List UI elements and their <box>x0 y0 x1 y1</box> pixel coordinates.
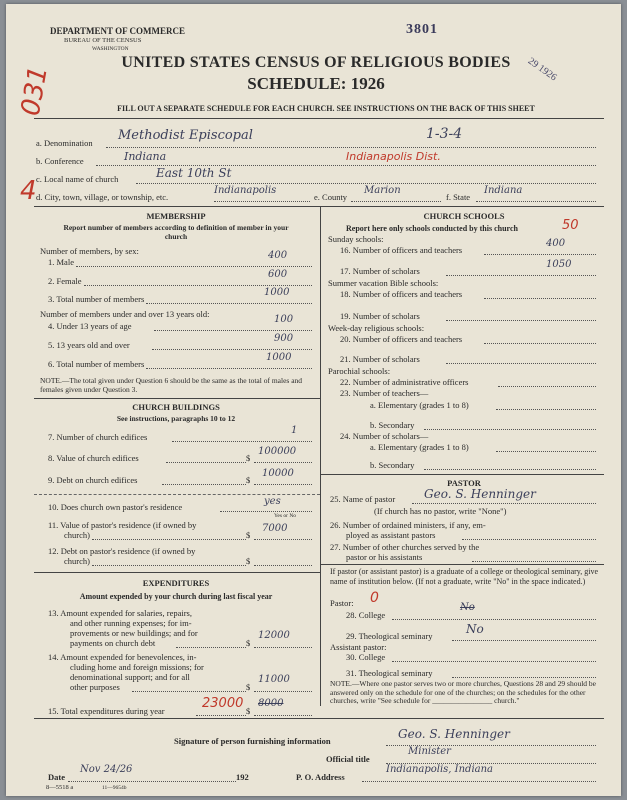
q11-value: 7000 <box>262 523 288 534</box>
q12-amount-line <box>254 565 312 566</box>
official-title-label: Official title <box>326 754 370 764</box>
q5-label: 5. 13 years old and over <box>48 340 130 350</box>
q30-label: 30. College <box>346 652 386 662</box>
q23a-label: a. Elementary (grades 1 to 8) <box>370 400 469 410</box>
q8-value: 100000 <box>258 446 297 457</box>
city-label: WASHINGTON <box>92 46 129 52</box>
q23b-line <box>424 429 596 430</box>
q15-line <box>196 715 246 716</box>
asst-pastor-label: Assistant pastor: <box>330 642 387 652</box>
red-circle-mark: 0 <box>370 590 379 606</box>
membership-note: NOTE.—The total given under Question 6 should be the same as the total of males and females given under Question 3. <box>40 376 303 394</box>
q27-label-b: pastor or his assistants <box>346 552 423 562</box>
local-name-line <box>136 183 596 184</box>
q12-dollar: $ <box>246 556 251 566</box>
q14-line <box>132 691 246 692</box>
buildings-rule <box>34 494 320 495</box>
q20-label: 20. Number of officers and teachers <box>340 334 463 344</box>
schedule-title: SCHEDULE: 1926 <box>247 74 385 93</box>
q3-value: 1000 <box>264 287 290 298</box>
q1-value: 400 <box>268 250 288 261</box>
q14-amount-line <box>254 691 312 692</box>
q15-label: 15. Total expenditures during year <box>48 706 165 716</box>
q8-label: 8. Value of church edifices <box>48 453 139 463</box>
buildings-subtitle: See instructions, paragraphs 10 to 12 <box>116 414 236 423</box>
bureau-label: BUREAU OF THE CENSUS <box>64 37 142 44</box>
q2-label: 2. Female <box>48 276 82 286</box>
q13-label-c: provements or new buildings; and for <box>70 628 198 638</box>
date-year: 192 <box>236 772 249 782</box>
conference-value: Indiana <box>124 150 167 163</box>
yes-no-hint: Yes or No <box>274 513 297 519</box>
pastor-rule <box>320 564 604 565</box>
q22-label: 22. Number of administrative officers <box>340 377 469 387</box>
pastor-note: NOTE.—Where one pastor serves two or more churches, Questions 28 and 29 should be answered only on the schedule for one of the churches; on the schedules for the other churches, write "See schedule for ________________ church." <box>330 679 596 706</box>
q28-value: No <box>460 602 475 613</box>
q17-label: 17. Number of scholars <box>340 266 420 276</box>
q8-dollar: $ <box>246 453 251 463</box>
q27-label-a: 27. Number of other churches served by the <box>330 542 480 552</box>
q9-label: 9. Debt on church edifices <box>48 475 138 485</box>
red-margin-number: 031 <box>15 63 54 119</box>
signature-value: Geo. S. Henninger <box>398 727 510 741</box>
q25-note: (If church has no pastor, write "None") <box>374 506 507 516</box>
q19-label: 19. Number of scholars <box>340 311 420 321</box>
q3-label: 3. Total number of members <box>48 294 145 304</box>
q9-dollar: $ <box>246 475 251 485</box>
q18-label: 18. Number of officers and teachers <box>340 289 463 299</box>
po-address-label: P. O. Address <box>296 772 345 782</box>
q15-struck-value: 8000 <box>258 698 284 709</box>
q7-value: 1 <box>291 425 298 436</box>
schools-red-number: 50 <box>562 218 579 233</box>
q24b-label: b. Secondary <box>370 460 415 470</box>
signature-label: Signature of person furnishing information <box>174 736 331 746</box>
q4-label: 4. Under 13 years of age <box>48 321 132 331</box>
q23a-line <box>496 409 596 410</box>
q27-line <box>472 561 596 562</box>
q9-value: 10000 <box>262 468 294 479</box>
dept-label: DEPARTMENT OF COMMERCE <box>50 26 186 36</box>
q21-line <box>446 363 596 364</box>
form-title: UNITED STATES CENSUS OF RELIGIOUS BODIES <box>121 54 511 71</box>
q12-label-b: church) <box>64 556 90 566</box>
state-value: Indiana <box>484 185 523 196</box>
pastor-sub-label: Pastor: <box>330 598 354 608</box>
q11-line <box>92 539 246 540</box>
census-schedule-page <box>6 4 621 796</box>
stamp-date: 29 1926 <box>525 55 559 84</box>
schools-subtitle: Report here only schools conducted by this church <box>346 224 518 233</box>
q21-label: 21. Number of scholars <box>340 354 420 364</box>
q13-label-d: payments on church debt <box>70 638 156 648</box>
q13-dollar: $ <box>246 638 251 648</box>
q1-label: 1. Male <box>48 257 74 267</box>
q28-line <box>392 619 596 620</box>
buildings-title: CHURCH BUILDINGS <box>132 402 220 412</box>
q6-value: 1000 <box>266 352 292 363</box>
q12-line <box>92 565 246 566</box>
ident-rule <box>34 206 604 207</box>
q25-label: 25. Name of pastor <box>330 494 396 504</box>
po-address-line <box>362 781 596 782</box>
sunday-label: Sunday schools: <box>328 234 384 244</box>
q29-value: No <box>466 622 484 636</box>
q10-label: 10. Does church own pastor's residence <box>48 502 183 512</box>
q15-value: 23000 <box>202 696 244 711</box>
q1-line <box>76 266 312 267</box>
q6-line <box>146 368 312 369</box>
q24b-line <box>424 469 596 470</box>
schools-rule <box>320 474 604 475</box>
q24a-label: a. Elementary (grades 1 to 8) <box>370 442 469 452</box>
age-header: Number of members under and over 13 years old: <box>40 309 210 319</box>
parochial-label: Parochial schools: <box>328 366 391 376</box>
q15-amount-line <box>254 715 312 716</box>
q26-label-a: 26. Number of ordained ministers, if any, em- <box>330 520 486 530</box>
q25-value: Geo. S. Henninger <box>424 487 536 501</box>
q13-line <box>176 647 246 648</box>
membership-subtitle: Report number of members according to definition of member in your church <box>63 223 289 241</box>
q17-value: 1050 <box>546 259 572 270</box>
q13-label-b: and other running expenses; for im- <box>70 618 192 628</box>
weekday-label: Week-day religious schools: <box>328 323 425 333</box>
official-title-value: Minister <box>408 746 451 757</box>
q14-value: 11000 <box>258 674 290 685</box>
q2-value: 600 <box>268 269 288 280</box>
q24a-line <box>496 451 596 452</box>
q13-amount-line <box>254 647 312 648</box>
membership-rule <box>34 398 320 399</box>
q12-label-a: 12. Debt on pastor's residence (if owned by <box>48 546 196 556</box>
q24-label: 24. Number of scholars— <box>340 431 429 441</box>
q30-line <box>392 661 596 662</box>
expenditures-title: EXPENDITURES <box>142 578 210 588</box>
header-rule <box>34 118 604 119</box>
footer-rule <box>34 718 604 719</box>
city-value: Indianapolis <box>214 185 277 196</box>
schools-title: CHURCH SCHOOLS <box>423 211 505 221</box>
q17-line <box>446 275 596 276</box>
q13-value: 12000 <box>258 630 290 641</box>
q26-line <box>462 539 596 540</box>
q26-label-b: ployed as assistant pastors <box>346 530 436 540</box>
denomination-value: Methodist Episcopal <box>118 128 253 143</box>
city-label-row: d. City, town, village, or township, etc. <box>36 192 169 202</box>
q11-label-b: church) <box>64 530 90 540</box>
q5-value: 900 <box>274 333 294 344</box>
summer-label: Summer vacation Bible schools: <box>328 278 439 288</box>
q8-line <box>166 462 246 463</box>
county-value: Marion <box>364 185 401 196</box>
q16-label: 16. Number of officers and teachers <box>340 245 463 255</box>
q16-line <box>484 254 596 255</box>
expenditures-subtitle: Amount expended by your church during last fiscal year <box>79 592 273 601</box>
county-label: e. County <box>314 192 348 202</box>
po-address-value: Indianapolis, Indiana <box>386 764 494 775</box>
state-line <box>476 201 596 202</box>
date-label: Date <box>48 772 65 782</box>
pastor-title: PASTOR <box>447 478 481 488</box>
q8-amount-line <box>254 462 312 463</box>
q29-label: 29. Theological seminary <box>346 631 433 641</box>
q9-amount-line <box>254 484 312 485</box>
conference-label: b. Conference <box>36 156 84 166</box>
q22-line <box>498 386 596 387</box>
q31-label: 31. Theological seminary <box>346 668 433 678</box>
column-divider <box>320 206 321 706</box>
q6-label: 6. Total number of members <box>48 359 145 369</box>
q25-line <box>412 503 596 504</box>
instructions-line: FILL OUT A SEPARATE SCHEDULE FOR EACH CHURCH. SEE INSTRUCTIONS ON THE BACK OF THIS SHEET <box>117 104 535 113</box>
q9-line <box>162 484 246 485</box>
q23b-label: b. Secondary <box>370 420 415 430</box>
q11-amount-line <box>254 539 312 540</box>
date-value: Nov 24/26 <box>80 764 133 775</box>
denomination-line <box>106 147 596 148</box>
q14-label-a: 14. Amount expended for benevolences, in- <box>48 652 197 662</box>
q4-value: 100 <box>274 314 294 325</box>
q23-label: 23. Number of teachers— <box>340 388 429 398</box>
q10-value: yes <box>264 496 281 507</box>
denomination-code: 1-3-4 <box>426 126 463 142</box>
q15-dollar: $ <box>246 706 251 716</box>
q14-label-b: cluding home and foreign missions; for <box>70 662 204 672</box>
buildings-bottom-rule <box>34 572 320 573</box>
graduate-note: If pastor (or assistant pastor) is a graduate of a college or theological seminary, give name of institution below. (If not a graduate, write "No" in the space indicated.) <box>330 567 599 586</box>
membership-title: MEMBERSHIP <box>146 211 206 221</box>
q20-line <box>484 343 596 344</box>
local-name-label: c. Local name of church <box>36 174 119 184</box>
q3-line <box>146 303 312 304</box>
date-line <box>68 781 236 782</box>
denomination-label: a. Denomination <box>36 138 93 148</box>
q18-line <box>484 298 596 299</box>
q14-label-c: denominational support; and for all <box>70 672 190 682</box>
q28-label: 28. College <box>346 610 386 620</box>
q4-line <box>154 330 312 331</box>
q7-label: 7. Number of church edifices <box>48 432 148 442</box>
local-name-value: East 10th St <box>156 166 232 180</box>
q7-line <box>172 441 312 442</box>
q19-line <box>446 320 596 321</box>
q10-line <box>220 511 312 512</box>
q11-label-a: 11. Value of pastor's residence (if owned by <box>48 520 197 530</box>
q31-line <box>452 677 596 678</box>
county-line <box>351 201 441 202</box>
q11-dollar: $ <box>246 530 251 540</box>
q14-label-d: other purposes <box>70 682 120 692</box>
form-number: 8—5518 a <box>46 784 74 791</box>
city-line <box>214 201 310 202</box>
q5-line <box>152 349 312 350</box>
print-number: 11—9654b <box>102 785 127 791</box>
stamp-number: 3801 <box>406 22 438 37</box>
red-margin-mark: 4 <box>20 176 37 206</box>
q13-label-a: 13. Amount expended for salaries, repairs, <box>48 608 192 618</box>
state-label: f. State <box>446 192 471 202</box>
q2-line <box>84 285 312 286</box>
q16-value: 400 <box>546 238 566 249</box>
conference-district: Indianapolis Dist. <box>346 150 441 163</box>
q14-dollar: $ <box>246 682 251 692</box>
q29-line <box>452 640 596 641</box>
by-sex-label: Number of members, by sex: <box>40 246 139 256</box>
